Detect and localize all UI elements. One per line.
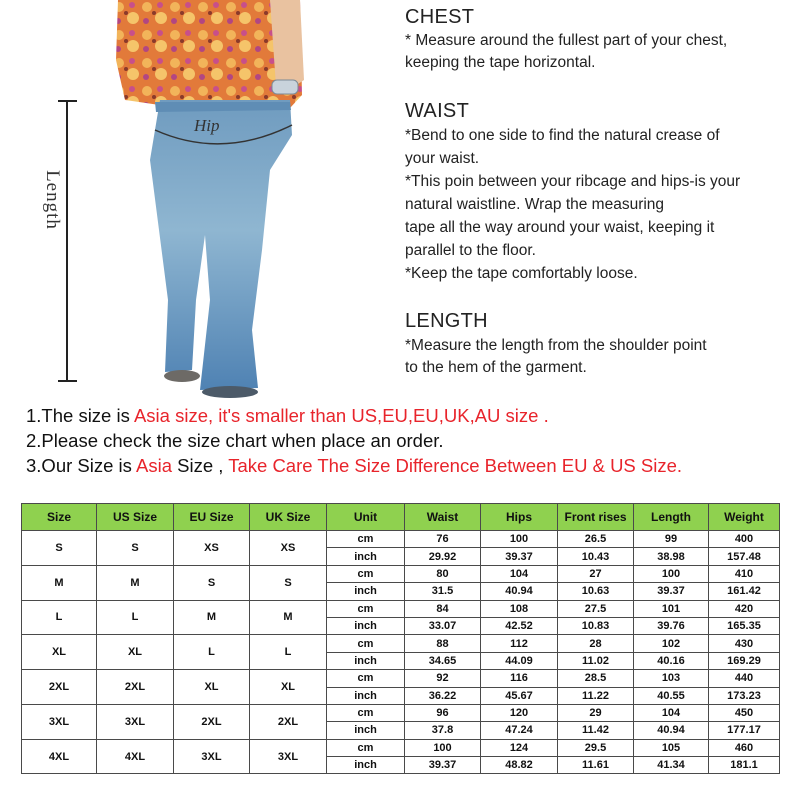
value-cell: 39.37: [405, 757, 481, 774]
value-cell: 108: [481, 600, 558, 617]
eu-cell: L: [174, 635, 250, 670]
eu-cell: 3XL: [174, 739, 250, 774]
value-cell: 181.1: [709, 757, 780, 774]
value-cell: 120: [481, 704, 558, 721]
value-cell: 28: [558, 635, 634, 652]
value-cell: 450: [709, 704, 780, 721]
value-cell: 103: [634, 670, 709, 687]
value-cell: 99: [634, 531, 709, 548]
unit-cell: cm: [327, 704, 405, 721]
value-cell: 102: [634, 635, 709, 652]
table-row: [22, 600, 780, 617]
unit-cell: inch: [327, 652, 405, 669]
length-title: LENGTH: [405, 310, 488, 332]
size-cell: M: [22, 565, 97, 600]
note-3-text: Size ,: [172, 455, 229, 476]
uk-cell: 2XL: [250, 704, 327, 739]
value-cell: 100: [405, 739, 481, 756]
value-cell: 26.5: [558, 531, 634, 548]
eu-cell: M: [174, 600, 250, 635]
value-cell: 96: [405, 704, 481, 721]
unit-cell: cm: [327, 565, 405, 582]
us-cell: XL: [97, 635, 174, 670]
uk-cell: L: [250, 635, 327, 670]
note-3-text: 3.Our Size is: [26, 455, 137, 476]
value-cell: 27: [558, 565, 634, 582]
value-cell: 101: [634, 600, 709, 617]
note-2: [26, 430, 444, 452]
value-cell: 37.8: [405, 722, 481, 739]
value-cell: 124: [481, 739, 558, 756]
value-cell: 400: [709, 531, 780, 548]
unit-cell: cm: [327, 670, 405, 687]
value-cell: 38.98: [634, 548, 709, 565]
value-cell: 44.09: [481, 652, 558, 669]
value-cell: 11.22: [558, 687, 634, 704]
unit-cell: inch: [327, 687, 405, 704]
value-cell: 169.29: [709, 652, 780, 669]
value-cell: 173.23: [709, 687, 780, 704]
value-cell: 48.82: [481, 757, 558, 774]
eu-cell: 2XL: [174, 704, 250, 739]
waist-line: *Keep the tape comfortably loose.: [405, 265, 638, 282]
value-cell: 29.5: [558, 739, 634, 756]
value-cell: 116: [481, 670, 558, 687]
unit-cell: cm: [327, 635, 405, 652]
unit-cell: inch: [327, 583, 405, 600]
eu-cell: XL: [174, 670, 250, 705]
value-cell: 34.65: [405, 652, 481, 669]
size-cell: L: [22, 600, 97, 635]
size-cell: 4XL: [22, 739, 97, 774]
size-chart-table: [21, 503, 780, 774]
column-header: Front rises: [558, 504, 634, 531]
column-header: Weight: [709, 504, 780, 531]
value-cell: 40.94: [481, 583, 558, 600]
uk-cell: 3XL: [250, 739, 327, 774]
column-header: UK Size: [250, 504, 327, 531]
value-cell: 80: [405, 565, 481, 582]
value-cell: 27.5: [558, 600, 634, 617]
us-cell: 3XL: [97, 704, 174, 739]
value-cell: 29: [558, 704, 634, 721]
value-cell: 88: [405, 635, 481, 652]
table-header-row: [22, 504, 780, 531]
us-cell: 2XL: [97, 670, 174, 705]
value-cell: 157.48: [709, 548, 780, 565]
note-3: [26, 455, 682, 477]
value-cell: 104: [634, 704, 709, 721]
size-cell: 3XL: [22, 704, 97, 739]
table-row: [22, 531, 780, 548]
uk-cell: XS: [250, 531, 327, 566]
unit-cell: cm: [327, 531, 405, 548]
column-header: Size: [22, 504, 97, 531]
uk-cell: S: [250, 565, 327, 600]
value-cell: 161.42: [709, 583, 780, 600]
value-cell: 39.37: [634, 583, 709, 600]
value-cell: 29.92: [405, 548, 481, 565]
value-cell: 10.63: [558, 583, 634, 600]
value-cell: 76: [405, 531, 481, 548]
waist-line: your waist.: [405, 150, 480, 167]
uk-cell: M: [250, 600, 327, 635]
value-cell: 36.22: [405, 687, 481, 704]
value-cell: 45.67: [481, 687, 558, 704]
value-cell: 41.34: [634, 757, 709, 774]
value-cell: 410: [709, 565, 780, 582]
length-label: Length: [42, 170, 63, 230]
unit-cell: inch: [327, 617, 405, 634]
value-cell: 112: [481, 635, 558, 652]
value-cell: 39.37: [481, 548, 558, 565]
note-1-text: 1.The size is: [26, 405, 134, 426]
value-cell: 420: [709, 600, 780, 617]
value-cell: 31.5: [405, 583, 481, 600]
column-header: Length: [634, 504, 709, 531]
value-cell: 100: [634, 565, 709, 582]
table-row: [22, 565, 780, 582]
waist-title: WAIST: [405, 100, 470, 122]
waist-line: parallel to the floor.: [405, 242, 536, 259]
value-cell: 11.61: [558, 757, 634, 774]
column-header: EU Size: [174, 504, 250, 531]
eu-cell: XS: [174, 531, 250, 566]
column-header: Unit: [327, 504, 405, 531]
value-cell: 105: [634, 739, 709, 756]
chest-title: CHEST: [405, 6, 475, 28]
eu-cell: S: [174, 565, 250, 600]
us-cell: 4XL: [97, 739, 174, 774]
value-cell: 40.55: [634, 687, 709, 704]
table-row: [22, 670, 780, 687]
table-row: [22, 635, 780, 652]
column-header: Waist: [405, 504, 481, 531]
value-cell: 165.35: [709, 617, 780, 634]
chest-line: * Measure around the fullest part of your chest,: [405, 32, 728, 49]
value-cell: 11.02: [558, 652, 634, 669]
table-row: [22, 704, 780, 721]
value-cell: 440: [709, 670, 780, 687]
value-cell: 42.52: [481, 617, 558, 634]
column-header: US Size: [97, 504, 174, 531]
length-line: *Measure the length from the shoulder point: [405, 337, 707, 354]
value-cell: 28.5: [558, 670, 634, 687]
value-cell: 10.83: [558, 617, 634, 634]
us-cell: S: [97, 531, 174, 566]
note-3-highlight: Asia: [136, 455, 173, 476]
value-cell: 40.16: [634, 652, 709, 669]
unit-cell: inch: [327, 722, 405, 739]
size-cell: XL: [22, 635, 97, 670]
value-cell: 460: [709, 739, 780, 756]
value-cell: 33.07: [405, 617, 481, 634]
column-header: Hips: [481, 504, 558, 531]
size-cell: 2XL: [22, 670, 97, 705]
value-cell: 177.17: [709, 722, 780, 739]
waist-line: *Bend to one side to find the natural crease of: [405, 127, 720, 144]
value-cell: 39.76: [634, 617, 709, 634]
unit-cell: inch: [327, 757, 405, 774]
note-2-text: 2.Please check the size chart when place an order.: [26, 430, 444, 451]
value-cell: 10.43: [558, 548, 634, 565]
length-line: to the hem of the garment.: [405, 359, 587, 376]
value-cell: 11.42: [558, 722, 634, 739]
us-cell: L: [97, 600, 174, 635]
value-cell: 47.24: [481, 722, 558, 739]
note-1: [26, 405, 549, 427]
uk-cell: XL: [250, 670, 327, 705]
unit-cell: inch: [327, 548, 405, 565]
note-3-warning: Take Care The Size Difference Between EU & US Size.: [228, 455, 683, 476]
value-cell: 84: [405, 600, 481, 617]
value-cell: 430: [709, 635, 780, 652]
waist-line: tape all the way around your waist, keeping it: [405, 219, 715, 236]
value-cell: 92: [405, 670, 481, 687]
value-cell: 104: [481, 565, 558, 582]
table-row: [22, 739, 780, 756]
waist-line: natural waistline. Wrap the measuring: [405, 196, 665, 213]
unit-cell: cm: [327, 600, 405, 617]
unit-cell: cm: [327, 739, 405, 756]
note-1-highlight: Asia size, it's smaller than US,EU,EU,UK,AU size .: [133, 405, 549, 426]
waist-line: *This poin between your ribcage and hips-is your: [405, 173, 741, 190]
hip-label: Hip: [194, 116, 220, 135]
product-photo: [0, 0, 400, 400]
size-cell: S: [22, 531, 97, 566]
us-cell: M: [97, 565, 174, 600]
chest-line: keeping the tape horizontal.: [405, 54, 596, 71]
value-cell: 100: [481, 531, 558, 548]
value-cell: 40.94: [634, 722, 709, 739]
